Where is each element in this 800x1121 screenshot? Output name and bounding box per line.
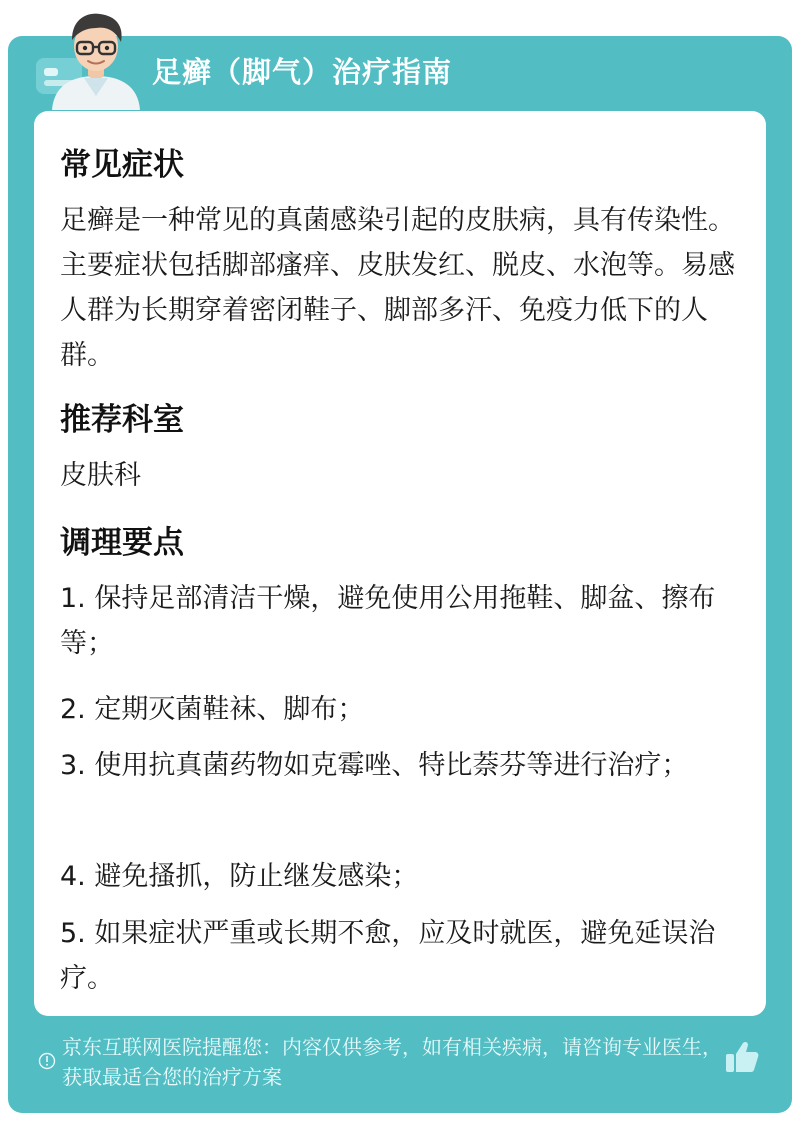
footer-notice	[8, 1032, 792, 1102]
page-title: 足癣（脚气）治疗指南	[152, 55, 453, 89]
info-icon	[38, 1052, 56, 1070]
list-item: 5. 如果症状严重或长期不愈，应及时就医，避免延误治疗。	[60, 918, 716, 994]
section-text-symptoms: 足癣是一种常见的真菌感染引起的皮肤病，具有传染性。主要症状包括脚部瘙痒、皮肤发红、脱皮、水泡等。易感人群为长期穿着密闭鞋子、脚部多汗、免疫力低下的人群。	[60, 205, 735, 371]
thumbs-up-icon[interactable]	[724, 1040, 760, 1074]
doctor-avatar-icon	[44, 6, 148, 110]
guide-card	[8, 36, 792, 1113]
list-item: 1. 保持足部清洁干燥，避免使用公用拖鞋、脚盆、擦布等；	[60, 583, 716, 659]
list-item: 2. 定期灭菌鞋袜、脚布；	[60, 694, 365, 725]
section-title-symptoms: 常见症状	[60, 147, 184, 183]
header	[8, 36, 792, 111]
content-panel	[34, 111, 766, 1016]
section-title-department: 推荐科室	[60, 402, 184, 438]
footer-text: 京东互联网医院提醒您：内容仅供参考，如有相关疾病，请咨询专业医生，获取最适合您的治疗方案	[62, 1035, 722, 1089]
list-item: 3. 使用抗真菌药物如克霉唑、特比萘芬等进行治疗；	[60, 750, 689, 781]
list-item: 4. 避免搔抓，防止继发感染；	[60, 861, 419, 892]
section-text-department: 皮肤科	[60, 460, 141, 491]
section-title-care: 调理要点	[60, 525, 184, 561]
